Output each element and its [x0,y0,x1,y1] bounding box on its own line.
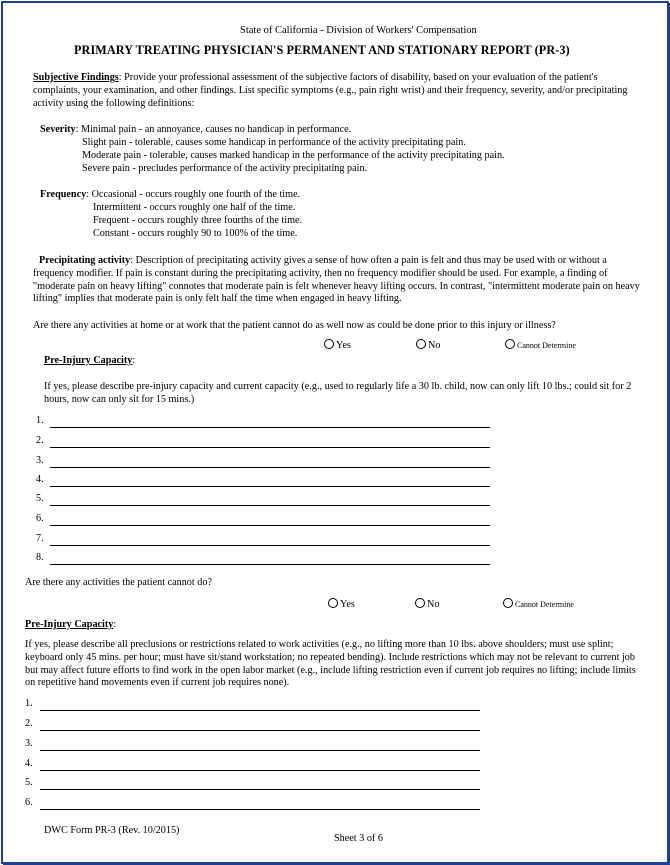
q2-cannot-determine-option[interactable] [503,598,574,610]
frequency-frequent: Frequent - occurs roughly three fourths of the time. [93,215,303,226]
section1-line-4[interactable] [36,474,490,488]
question-activities-home-work: Are there any activities at home or at work that the patient cannot do as well now as could be done prior to this injury or illness? [33,320,556,331]
precipitating-activity-text: : Description of precipitating activity gives a sense of how often a pain is felt and thus may be used with or without a frequency modifier. If pain is constant during the precipitating activity, then no frequency modifier should be used. For example, a finding of "moderate pain on heavy lifting" connotes that moderate pain is felt whenever heavy lifting occurs. In contrast, "intermittent moderate pain on heavy lifting" implies that moderate pain is only felt half the time when engaged in heavy lifting. [33,255,640,305]
section2-line-5[interactable] [25,777,480,791]
section1-line-1[interactable] [36,415,490,429]
q2-no-label: No [427,599,440,610]
section1-line-2[interactable] [36,435,490,449]
subjective-findings-label: Subjective Findings [33,72,119,83]
line-number: 5. [36,493,44,504]
section1-heading [44,355,135,368]
subjective-findings-paragraph [33,72,643,110]
form-title: PRIMARY TREATING PHYSICIAN'S PERMANENT AND STATIONARY REPORT (PR-3) [74,43,570,57]
severity-slight: Slight pain - tolerable, causes some handicap in performance of the activity precipitating pain. [82,137,466,148]
section1-line-6[interactable] [36,513,490,527]
q1-no-label: No [428,340,441,351]
section2-label-colon: : [113,619,117,630]
q2-cannot-determine-label: Cannot Determine [515,600,574,609]
entry-line[interactable] [50,505,490,506]
entry-line[interactable] [40,809,480,810]
q1-no-radio[interactable] [416,339,426,349]
line-number: 3. [36,455,44,466]
entry-line[interactable] [40,789,480,790]
frequency-label: Frequency [40,189,87,200]
entry-line[interactable] [50,525,490,526]
q1-yes-option[interactable] [324,339,351,351]
entry-line[interactable] [40,710,480,711]
q1-cannot-determine-option[interactable] [505,339,576,351]
q1-cannot-determine-label: Cannot Determine [517,341,576,350]
severity-minimal: : Minimal pain - an annoyance, causes no handicap in performance. [75,124,352,135]
q1-yes-radio[interactable] [324,339,334,349]
form-id-footer: DWC Form PR-3 (Rev. 10/2015) [44,825,180,836]
q2-no-radio[interactable] [415,598,425,608]
q2-cannot-determine-radio[interactable] [503,598,513,608]
entry-line[interactable] [50,486,490,487]
line-number: 2. [25,718,33,729]
section1-line-3[interactable] [36,455,490,469]
section2-line-6[interactable] [25,797,480,811]
q2-yes-option[interactable] [328,598,355,610]
line-number: 1. [36,415,44,426]
severity-label: Severity [40,124,76,135]
q1-cannot-determine-radio[interactable] [505,339,515,349]
entry-line[interactable] [50,427,490,428]
q1-yes-label: Yes [336,340,351,351]
line-number: 1. [25,698,33,709]
section1-line-8[interactable] [36,552,490,566]
entry-line[interactable] [40,750,480,751]
frequency-constant: Constant - occurs roughly 90 to 100% of the time. [93,228,298,239]
section2-line-4[interactable] [25,758,480,772]
frequency-intermittent: Intermittent - occurs roughly one half of the time. [93,202,296,213]
entry-line[interactable] [50,545,490,546]
section2-heading [25,619,116,632]
sheet-number: Sheet 3 of 6 [334,833,383,844]
line-number: 6. [36,513,44,524]
line-number: 2. [36,435,44,446]
line-number: 5. [25,777,33,788]
entry-line[interactable] [50,564,490,565]
section2-line-3[interactable] [25,738,480,752]
section1-label-colon: : [132,355,136,366]
q2-no-option[interactable] [415,598,439,610]
q2-yes-radio[interactable] [328,598,338,608]
line-number: 4. [25,758,33,769]
line-number: 7. [36,533,44,544]
severity-severe: Severe pain - precludes performance of the activity precipitating pain. [82,163,368,174]
section1-label: Pre-Injury Capacity [44,355,133,366]
severity-moderate: Moderate pain - tolerable, causes marked handicap in the performance of the activity precipitating pain. [82,150,505,161]
section1-line-5[interactable] [36,493,490,507]
section2-instructions: If yes, please describe all preclusions or restrictions related to work activities (e.g., no lifting more than 10 lbs. above shoulders; must use splint; keyboard only 45 mins. per hour; must have sit/stand workstation; no repeated bending). Include restrictions which may not be relevant to current job but may affect future efforts to find work in the open labor market (e.g., include lifting restriction even if current job requires no lifting; include limits on repetitive hand movements even if current job requires none). [25,639,636,689]
severity-row-minimal [40,124,351,137]
line-number: 6. [25,797,33,808]
entry-line[interactable] [50,447,490,448]
agency-header: State of California - Division of Workers' Compensation [240,25,477,36]
question-activities-cannot-do: Are there any activities the patient cannot do? [25,577,212,588]
frequency-occasional: : Occasional - occurs roughly one fourth of the time. [86,189,301,200]
entry-line[interactable] [50,467,490,468]
section2-label: Pre-Injury Capacity [25,619,114,630]
line-number: 4. [36,474,44,485]
q1-no-option[interactable] [416,339,440,351]
precipitating-activity-paragraph [33,255,645,306]
section2-line-1[interactable] [25,698,480,712]
entry-line[interactable] [40,770,480,771]
precipitating-activity-label: Precipitating activity [39,255,131,266]
entry-line[interactable] [40,730,480,731]
subjective-findings-text: : Provide your professional assessment of the subjective factors of disability, based on your evaluation of the patient's complaints, your examination, and other findings. List specific symptoms (e.g., pain right wrist) and their frequency, severity, and/or precipitating activity using the following definitions: [33,72,628,109]
section2-line-2[interactable] [25,718,480,732]
section1-instructions: If yes, please describe pre-injury capacity and current capacity (e.g., used to regularly life a 30 lb. child, now can only lift 10 lbs.; could sit for 2 hours, now can only sit for 15 mins.) [44,381,632,405]
line-number: 8. [36,552,44,563]
frequency-row-occasional [40,189,300,202]
line-number: 3. [25,738,33,749]
q2-yes-label: Yes [340,599,355,610]
section1-line-7[interactable] [36,533,490,547]
